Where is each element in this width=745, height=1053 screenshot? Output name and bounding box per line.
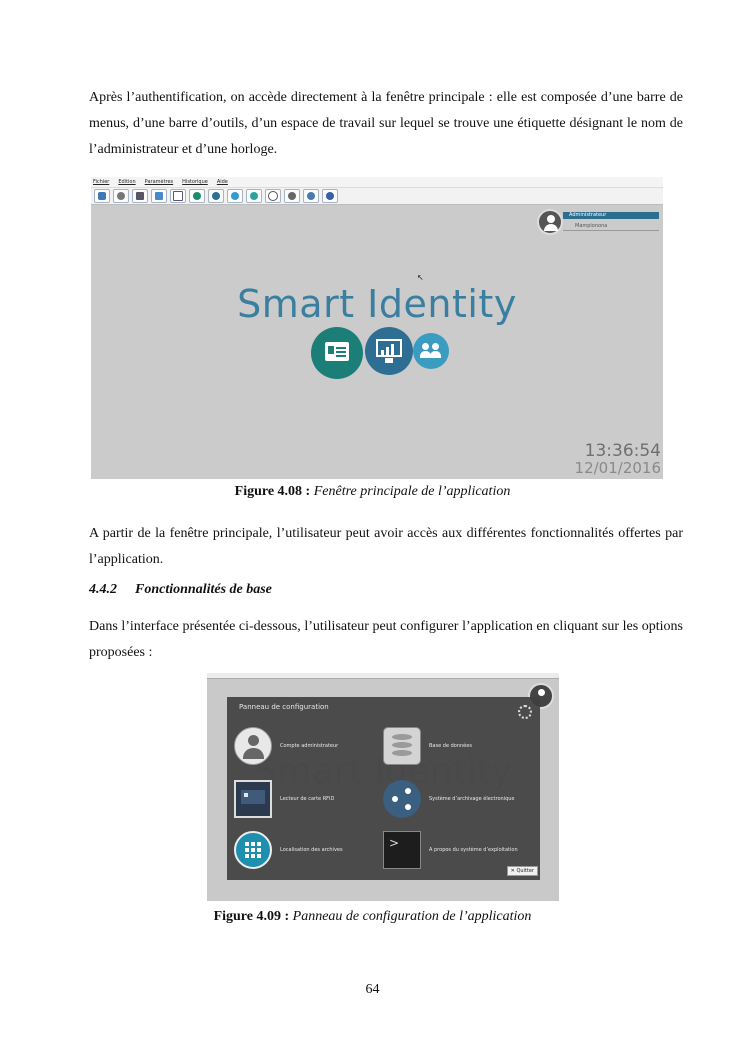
help-icon[interactable] xyxy=(322,189,338,203)
config-paragraph: Dans l’interface présentée ci-dessous, l’utilisateur peut configurer l’application en cliquant sur les options proposées : xyxy=(89,619,683,660)
circle-icon[interactable] xyxy=(189,189,205,203)
option-admin-account[interactable] xyxy=(234,727,338,765)
menu-history[interactable]: Historique xyxy=(182,179,208,185)
option-about-os[interactable] xyxy=(383,831,518,869)
logo-text: Smart Identity xyxy=(237,282,517,326)
clock-date: 12/01/2016 xyxy=(574,459,661,477)
intro-paragraph: Après l’authentification, on accède directement à la fenêtre principale : elle est composée d’une barre de menus, d’une barre d’outils, d’un espace de travail sur lequel se trouve une étiquette désignant le nom de l’administrateur et d’une horloge. xyxy=(89,90,683,157)
compass-icon[interactable] xyxy=(265,189,281,203)
disc-icon[interactable] xyxy=(113,189,129,203)
menu-settings[interactable]: Paramètres xyxy=(144,179,174,185)
menu-file[interactable]: Fichier xyxy=(93,179,110,185)
clock xyxy=(575,443,661,477)
option-label: Compte administrateur xyxy=(280,743,339,749)
document-icon[interactable] xyxy=(170,189,186,203)
users-group-icon xyxy=(413,333,449,369)
clock-time: 13:36:54 xyxy=(584,441,661,461)
database-icon xyxy=(383,727,421,765)
caption-text: Fenêtre principale de l’application xyxy=(313,484,511,499)
option-rfid-reader[interactable] xyxy=(234,780,334,818)
monitor-chart-icon xyxy=(365,327,413,375)
id-card-icon xyxy=(311,327,363,379)
quit-label: Quitter xyxy=(516,868,534,874)
page-number: 64 xyxy=(365,982,380,997)
section-heading xyxy=(89,582,272,598)
toolbar xyxy=(91,188,663,205)
section-title: Fonctionnalités de base xyxy=(135,582,272,597)
figure-4-09-caption xyxy=(0,909,745,925)
terminal-icon: > xyxy=(383,831,421,869)
rfid-reader-icon xyxy=(234,780,272,818)
mouse-pointer-icon: ↖ xyxy=(417,273,424,282)
quit-button[interactable] xyxy=(507,866,538,876)
add-user-icon[interactable] xyxy=(94,189,110,203)
caption-label: Figure 4.08 : xyxy=(234,484,311,499)
section-number: 4.4.2 xyxy=(89,582,117,597)
caption-label: Figure 4.09 : xyxy=(213,909,290,924)
admin-label xyxy=(537,209,661,237)
option-label: Base de données xyxy=(429,743,472,749)
option-label: Système d’archivage électronique xyxy=(429,796,515,802)
menu-edit[interactable]: Edition xyxy=(118,179,136,185)
panel-title: Panneau de configuration xyxy=(239,703,329,711)
menu-help[interactable]: Aide xyxy=(216,179,228,185)
option-label: Lecteur de carte RFID xyxy=(280,796,335,802)
close-icon: ✕ xyxy=(510,868,517,874)
gear-icon[interactable] xyxy=(518,705,532,719)
user-name: Mampionona xyxy=(563,221,659,231)
config-panel-screenshot xyxy=(207,673,559,901)
toolbar-strip xyxy=(207,673,559,679)
main-window-screenshot xyxy=(91,177,663,479)
figure-4-08-caption xyxy=(0,484,745,500)
user-role: Administrateur xyxy=(563,212,659,219)
grid-icon xyxy=(234,831,272,869)
option-archive-location[interactable] xyxy=(234,831,343,869)
avatar xyxy=(537,209,563,235)
user-circle-icon[interactable] xyxy=(227,189,243,203)
option-label: Localisation des archives xyxy=(280,847,343,853)
gear-icon[interactable] xyxy=(284,189,300,203)
option-archive-system[interactable] xyxy=(383,780,515,818)
list-icon[interactable] xyxy=(208,189,224,203)
trash-icon[interactable] xyxy=(151,189,167,203)
option-label: A propos du système d’exploitation xyxy=(429,847,518,853)
lock-icon[interactable] xyxy=(303,189,319,203)
menu-bar xyxy=(91,177,663,188)
config-panel xyxy=(227,697,540,880)
option-database[interactable] xyxy=(383,727,472,765)
caption-text: Panneau de configuration de l’application xyxy=(292,909,532,924)
features-paragraph: A partir de la fenêtre principale, l’utilisateur peut avoir accès aux différentes fonctionnalités offertes par l’application. xyxy=(89,526,683,567)
admin-account-icon xyxy=(234,727,272,765)
print-icon[interactable] xyxy=(132,189,148,203)
grid-icon[interactable] xyxy=(246,189,262,203)
share-icon xyxy=(383,780,421,818)
